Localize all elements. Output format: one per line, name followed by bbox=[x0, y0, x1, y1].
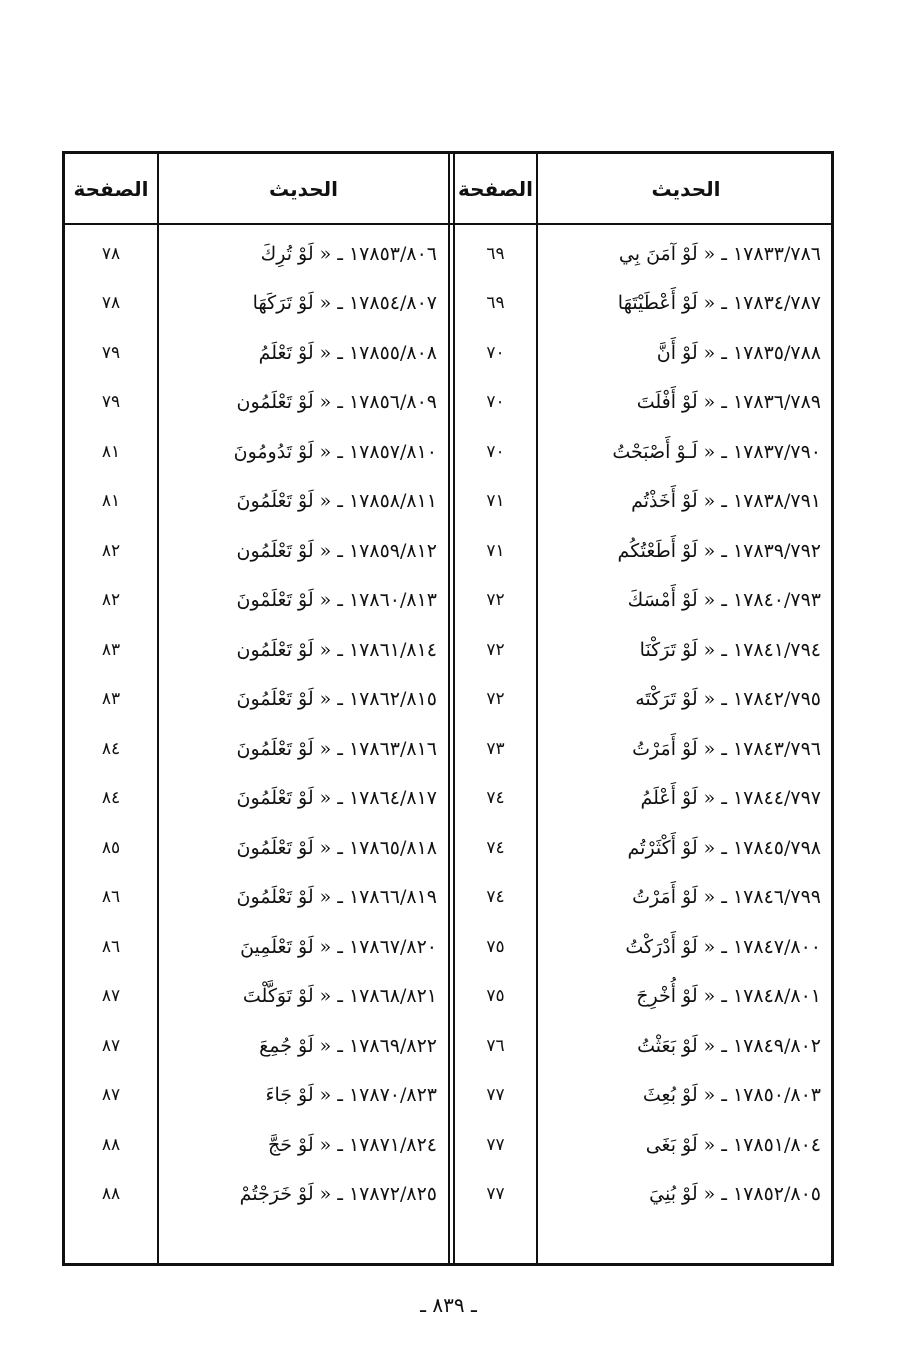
page-ref: ٧٥ bbox=[486, 936, 505, 957]
table-row bbox=[65, 328, 831, 378]
page-ref: ٨١ bbox=[101, 491, 121, 512]
table-row bbox=[65, 625, 831, 675]
page-ref: ٦٩ bbox=[486, 293, 505, 314]
page-ref: ٧٧ bbox=[486, 1184, 505, 1205]
hadith-entry: ١٧٨٥٢/٨٠٥ ـ « لَوْ بُنِيَ bbox=[649, 1183, 821, 1206]
page-ref: ٨٢ bbox=[101, 540, 121, 561]
page-ref: ٧٩ bbox=[101, 392, 121, 413]
table-row bbox=[65, 576, 831, 626]
page-ref: ٧١ bbox=[486, 491, 505, 512]
hadith-index-table bbox=[62, 151, 834, 1266]
hadith-entry: ١٧٨٦٨/٨٢١ ـ « لَوْ تَوَكَّلْتَ bbox=[242, 985, 437, 1008]
hadith-entry: ١٧٨٤٢/٧٩٥ ـ « لَوْ تَرَكْتَه bbox=[635, 688, 821, 711]
header-page-right: الصفحة bbox=[458, 176, 534, 201]
page-ref: ٧٤ bbox=[486, 887, 505, 908]
hadith-entry: ١٧٨٦٦/٨١٩ ـ « لَوْ تَعْلَمُونَ bbox=[236, 886, 437, 909]
table-row bbox=[65, 229, 831, 279]
table-row bbox=[65, 972, 831, 1022]
page-ref: ٨٣ bbox=[101, 689, 121, 710]
page-number: ـ ٨٣٩ ـ bbox=[420, 1293, 477, 1317]
hadith-entry: ١٧٨٧١/٨٢٤ ـ « لَوْ حَجَّ bbox=[267, 1133, 437, 1156]
table-row bbox=[65, 1021, 831, 1071]
hadith-entry: ١٧٨٥٣/٨٠٦ ـ « لَوْ تُرِكَ bbox=[260, 242, 437, 265]
hadith-entry: ١٧٨٤٠/٧٩٣ ـ « لَوْ أَمْسَكَ bbox=[627, 589, 821, 612]
hadith-entry: ١٧٨٣٥/٧٨٨ ـ « لَوْ أَنَّ bbox=[656, 341, 821, 364]
hadith-entry: ١٧٨٣٣/٧٨٦ ـ « لَوْ آمَنَ بِي bbox=[618, 242, 821, 265]
hadith-entry: ١٧٨٧٠/٨٢٣ ـ « لَوْ جَاءَ bbox=[265, 1084, 437, 1107]
hadith-entry: ١٧٨٤٥/٧٩٨ ـ « لَوْ أَكْثَرْتُم bbox=[627, 836, 821, 859]
page-ref: ٧٠ bbox=[486, 392, 505, 413]
hadith-entry: ١٧٨٦٧/٨٢٠ ـ « لَوْ تَعْلَمِينَ bbox=[240, 935, 437, 958]
page-ref: ٨٧ bbox=[101, 1035, 121, 1056]
hadith-entry: ١٧٨٤٤/٧٩٧ ـ « لَوْ أَعْلَمُ bbox=[640, 787, 821, 810]
hadith-entry: ١٧٨٤٨/٨٠١ ـ « لَوْ أُخْرِجَ bbox=[636, 985, 821, 1008]
page-ref: ٧٨ bbox=[101, 293, 121, 314]
table-row bbox=[65, 823, 831, 873]
hadith-entry: ١٧٨٥٦/٨٠٩ ـ « لَوْ تَعْلَمُون bbox=[236, 391, 437, 414]
page-ref: ٨٤ bbox=[101, 738, 121, 759]
hadith-entry: ١٧٨٣٤/٧٨٧ ـ « لَوْ أَعْطَيْتَهَا bbox=[617, 292, 821, 315]
hadith-entry: ١٧٨٦٩/٨٢٢ ـ « لَوْ جُمِعَ bbox=[259, 1034, 437, 1057]
hadith-entry: ١٧٨٦٢/٨١٥ ـ « لَوْ تَعْلَمُونَ bbox=[236, 688, 437, 711]
table-row bbox=[65, 378, 831, 428]
page-ref: ٧٦ bbox=[486, 1035, 505, 1056]
hadith-entry: ١٧٨٥٨/٨١١ ـ « لَوْ تَعْلَمُونَ bbox=[236, 490, 437, 513]
hadith-entry: ١٧٨٣٦/٧٨٩ ـ « لَوْ أَفْلَتَ bbox=[636, 391, 821, 414]
page-ref: ٧٢ bbox=[486, 590, 505, 611]
page-ref: ٨١ bbox=[101, 441, 121, 462]
page-ref: ٧٣ bbox=[486, 738, 505, 759]
page-ref: ٧٧ bbox=[486, 1085, 505, 1106]
hadith-entry: ١٧٨٥٠/٨٠٣ ـ « لَوْ بُعِثَ bbox=[642, 1084, 821, 1107]
page-ref: ٨٦ bbox=[101, 936, 121, 957]
hadith-entry: ١٧٨٣٩/٧٩٢ ـ « لَوْ أَطَعْتُكُم bbox=[617, 539, 821, 562]
table-row bbox=[65, 1071, 831, 1121]
page-ref: ٧٥ bbox=[486, 986, 505, 1007]
hadith-entry: ١٧٨٤١/٧٩٤ ـ « لَوْ تَرَكْنَا bbox=[639, 638, 821, 661]
table-row bbox=[65, 1170, 831, 1220]
page-ref: ٧٤ bbox=[486, 837, 505, 858]
page-ref: ٧٢ bbox=[486, 689, 505, 710]
hadith-entry: ١٧٨٥٧/٨١٠ ـ « لَوْ تَدُومُونَ bbox=[233, 440, 437, 463]
hadith-entry: ١٧٨٣٧/٧٩٠ ـ « لَـوْ أَصْبَحْتُ bbox=[612, 440, 821, 463]
page-ref: ٨٢ bbox=[101, 590, 121, 611]
page-ref: ٧٩ bbox=[101, 342, 121, 363]
hadith-entry: ١٧٨٤٣/٧٩٦ ـ « لَوْ أَمَرْتُ bbox=[632, 737, 821, 760]
page-ref: ٦٩ bbox=[486, 243, 505, 264]
header-divider bbox=[65, 223, 831, 225]
hadith-entry: ١٧٨٦١/٨١٤ ـ « لَوْ تَعْلَمُون bbox=[236, 638, 437, 661]
hadith-entry: ١٧٨٣٨/٧٩١ ـ « لَوْ أَخَذْتُم bbox=[631, 490, 821, 513]
page-ref: ٧٨ bbox=[101, 243, 121, 264]
header-page-left: الصفحة bbox=[73, 176, 149, 201]
page-ref: ٨٧ bbox=[101, 986, 121, 1007]
table-row bbox=[65, 774, 831, 824]
table-row bbox=[65, 873, 831, 923]
header-hadith-left: الحديث bbox=[269, 176, 339, 201]
table-row bbox=[65, 675, 831, 725]
hadith-entry: ١٧٨٧٢/٨٢٥ ـ « لَوْ خَرَجْتُمْ bbox=[239, 1183, 437, 1206]
page-ref: ٨٨ bbox=[101, 1134, 121, 1155]
page-ref: ٨٥ bbox=[101, 837, 121, 858]
table-row bbox=[65, 279, 831, 329]
page-ref: ٨٣ bbox=[101, 639, 121, 660]
page-ref: ٧٤ bbox=[486, 788, 505, 809]
table-row bbox=[65, 1120, 831, 1170]
header-hadith-right: الحديث bbox=[651, 176, 721, 201]
hadith-entry: ١٧٨٦٣/٨١٦ ـ « لَوْ تَعْلَمُونَ bbox=[236, 737, 437, 760]
hadith-entry: ١٧٨٦٤/٨١٧ ـ « لَوْ تَعْلَمُونَ bbox=[236, 787, 437, 810]
page-ref: ٧٠ bbox=[486, 441, 505, 462]
hadith-entry: ١٧٨٤٩/٨٠٢ ـ « لَوْ بَعَثْتُ bbox=[637, 1034, 821, 1057]
table-row bbox=[65, 427, 831, 477]
page-ref: ٧٠ bbox=[486, 342, 505, 363]
table-row bbox=[65, 724, 831, 774]
hadith-entry: ١٧٨٥٤/٨٠٧ ـ « لَوْ تَرَكَهَا bbox=[252, 292, 437, 315]
page-ref: ٧١ bbox=[486, 540, 505, 561]
table-body bbox=[65, 229, 831, 1219]
page-ref: ٨٧ bbox=[101, 1085, 121, 1106]
hadith-entry: ١٧٨٤٦/٧٩٩ ـ « لَوْ أَمَرْتُ bbox=[632, 886, 821, 909]
hadith-entry: ١٧٨٥٥/٨٠٨ ـ « لَوْ تَعْلَمُ bbox=[258, 341, 437, 364]
page-ref: ٨٤ bbox=[101, 788, 121, 809]
hadith-entry: ١٧٨٦٠/٨١٣ ـ « لَوْ تَعْلَمْونَ bbox=[236, 589, 437, 612]
page-ref: ٧٧ bbox=[486, 1134, 505, 1155]
page-ref: ٨٦ bbox=[101, 887, 121, 908]
hadith-entry: ١٧٨٥١/٨٠٤ ـ « لَوْ بَغَى bbox=[645, 1133, 821, 1156]
table-row bbox=[65, 526, 831, 576]
page-ref: ٧٢ bbox=[486, 639, 505, 660]
hadith-entry: ١٧٨٤٧/٨٠٠ ـ « لَوْ أَدْرَكْتُ bbox=[625, 935, 821, 958]
page-ref: ٨٨ bbox=[101, 1184, 121, 1205]
table-row bbox=[65, 477, 831, 527]
hadith-entry: ١٧٨٦٥/٨١٨ ـ « لَوْ تَعْلَمُونَ bbox=[236, 836, 437, 859]
hadith-entry: ١٧٨٥٩/٨١٢ ـ « لَوْ تَعْلَمُون bbox=[236, 539, 437, 562]
table-row bbox=[65, 922, 831, 972]
